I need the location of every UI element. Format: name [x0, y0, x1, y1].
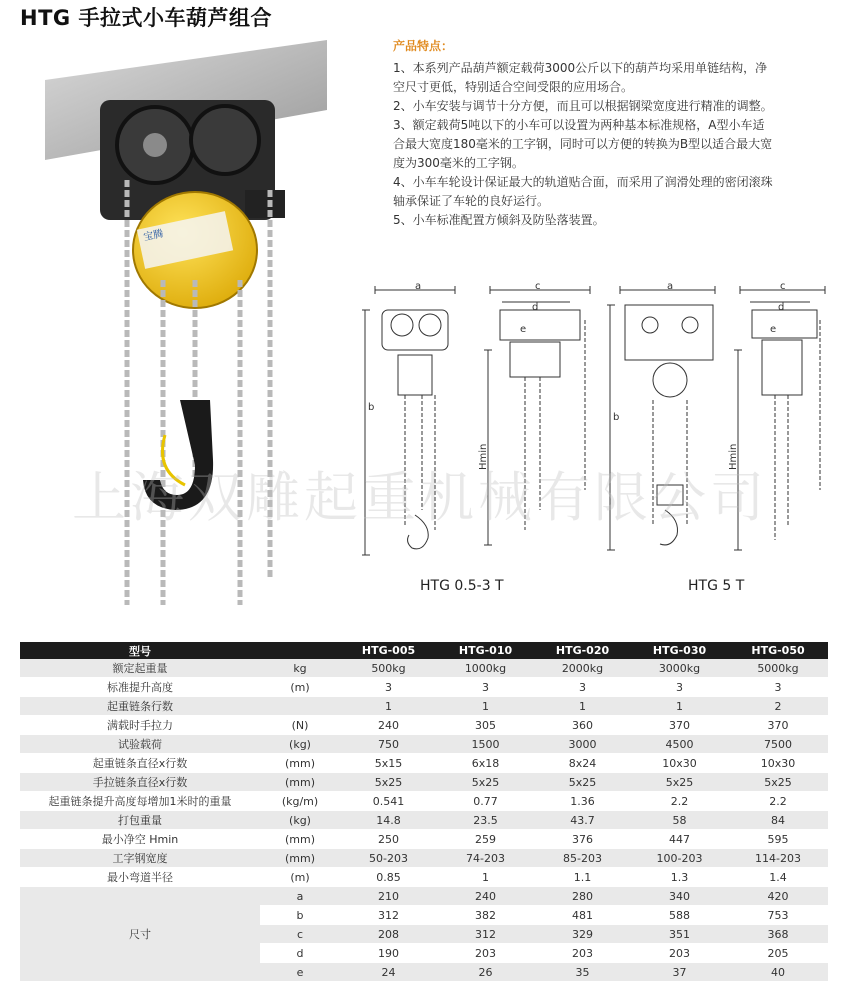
feature-line: 1、本系列产品葫芦额定载荷3000公斤以下的葫芦均采用单链结构，净: [393, 61, 768, 75]
table-cell: 8x24: [534, 754, 631, 773]
table-cell: 23.5: [437, 811, 534, 830]
table-cell: 1.3: [631, 868, 728, 887]
table-cell: 447: [631, 830, 728, 849]
dimension-label-e: e: [520, 324, 527, 335]
feature-line: 轴承保证了车轮的良好运行。: [393, 194, 550, 208]
row-unit: (kg/m): [260, 792, 340, 811]
table-cell: 3: [631, 678, 728, 697]
row-label: 标准提升高度: [20, 678, 260, 697]
table-cell: 208: [340, 925, 437, 944]
table-row: [20, 659, 828, 678]
table-cell: 5x15: [340, 754, 437, 773]
row-unit: b: [260, 906, 340, 925]
row-unit: (mm): [260, 754, 340, 773]
feature-line: 合最大宽度180毫米的工字钢，同时可以方便的转换为B型以适合最大宽: [393, 137, 773, 151]
table-cell: 6x18: [437, 754, 534, 773]
row-unit: (m): [260, 678, 340, 697]
table-cell: 588: [631, 906, 728, 925]
table-row: [20, 868, 828, 887]
table-cell: 5000kg: [728, 659, 828, 678]
table-cell: 753: [728, 906, 828, 925]
row-label: 满载时手拉力: [20, 716, 260, 735]
table-cell: 5x25: [534, 773, 631, 792]
row-unit: (m): [260, 868, 340, 887]
diagram-caption-left: HTG 0.5-3 T: [420, 578, 504, 594]
table-cell: 5x25: [728, 773, 828, 792]
row-unit: d: [260, 944, 340, 963]
table-cell: 203: [534, 944, 631, 963]
dimension-label-e: e: [770, 324, 777, 335]
row-unit: (kg): [260, 811, 340, 830]
table-cell: 240: [437, 887, 534, 906]
table-cell: 420: [728, 887, 828, 906]
table-cell: 5x25: [437, 773, 534, 792]
table-cell: 1500: [437, 735, 534, 754]
load-hook: [143, 400, 213, 510]
table-cell: 85-203: [534, 849, 631, 868]
table-row: [20, 754, 828, 773]
table-cell: 259: [437, 830, 534, 849]
table-cell: 351: [631, 925, 728, 944]
table-row: [20, 887, 828, 906]
table-cell: 3: [728, 678, 828, 697]
table-cell: 1: [534, 697, 631, 716]
table-cell: 210: [340, 887, 437, 906]
feature-line: 2、小车安装与调节十分方便，而且可以根据钢梁宽度进行精准的调整。: [393, 99, 773, 113]
row-label: 起重链条行数: [20, 697, 260, 716]
table-cell: 50-203: [340, 849, 437, 868]
table-cell: 2.2: [631, 792, 728, 811]
row-unit: [260, 697, 340, 716]
table-cell: 114-203: [728, 849, 828, 868]
dimension-group-label: 尺寸: [20, 887, 260, 982]
row-unit: (mm): [260, 773, 340, 792]
table-cell: 203: [437, 944, 534, 963]
table-cell: 305: [437, 716, 534, 735]
table-row: [20, 792, 828, 811]
table-cell: 40: [728, 963, 828, 982]
table-cell: 37: [631, 963, 728, 982]
table-cell: 3000kg: [631, 659, 728, 678]
feature-line: 度为300毫米的工字钢。: [393, 156, 524, 170]
table-cell: 74-203: [437, 849, 534, 868]
table-cell: 368: [728, 925, 828, 944]
table-cell: 10x30: [631, 754, 728, 773]
table-cell: 3000: [534, 735, 631, 754]
row-unit: (kg): [260, 735, 340, 754]
table-cell: 240: [340, 716, 437, 735]
table-cell: 43.7: [534, 811, 631, 830]
feature-line: 空尺寸更低，特别适合空间受限的应用场合。: [393, 80, 634, 94]
table-cell: 312: [437, 925, 534, 944]
column-header-model: 型号: [20, 642, 260, 659]
table-cell: 382: [437, 906, 534, 925]
row-label: 工字钢宽度: [20, 849, 260, 868]
page-title: HTG 手拉式小车葫芦组合: [20, 6, 272, 30]
table-header-row: [20, 642, 828, 659]
table-cell: 203: [631, 944, 728, 963]
table-cell: 7500: [728, 735, 828, 754]
row-label: 起重链条直径x行数: [20, 754, 260, 773]
table-cell: 340: [631, 887, 728, 906]
brand-label: 宝腾: [142, 228, 165, 244]
table-row: [20, 830, 828, 849]
table-cell: 481: [534, 906, 631, 925]
dimension-label-b: b: [613, 412, 620, 423]
table-cell: 10x30: [728, 754, 828, 773]
table-row: [20, 849, 828, 868]
table-cell: 1: [437, 868, 534, 887]
dimension-label-c: c: [780, 281, 786, 292]
table-cell: 250: [340, 830, 437, 849]
dimension-label-hmin: Hmin: [478, 443, 489, 470]
features-heading: 产品特点：: [393, 39, 454, 53]
row-label: 起重链条提升高度每增加1米时的重量: [20, 792, 260, 811]
row-unit: a: [260, 887, 340, 906]
diagram-htg-0.5-3t-front: [360, 280, 470, 560]
table-cell: 370: [631, 716, 728, 735]
feature-line: 3、额定载荷5吨以下的小车可以设置为两种基本标准规格，A型小车适: [393, 118, 765, 132]
diagram-caption-right: HTG 5 T: [688, 578, 745, 594]
dimension-label-c: c: [535, 281, 541, 292]
row-label: 打包重量: [20, 811, 260, 830]
feature-line: 4、小车车轮设计保证最大的轨道贴合面，而采用了润滑处理的密闭滚珠: [393, 175, 773, 189]
row-unit: (mm): [260, 830, 340, 849]
table-cell: 35: [534, 963, 631, 982]
dimension-label-a: a: [415, 281, 422, 292]
table-row: [20, 678, 828, 697]
diagram-htg-5t-side: [730, 280, 830, 560]
trolley-wheel-right: [191, 106, 259, 174]
column-header: HTG-005: [340, 642, 437, 659]
table-cell: 3: [340, 678, 437, 697]
dimension-label-d: d: [532, 302, 539, 313]
table-cell: 84: [728, 811, 828, 830]
table-cell: 0.541: [340, 792, 437, 811]
dimension-label-a: a: [667, 281, 674, 292]
row-label: 额定起重量: [20, 659, 260, 678]
table-cell: 1000kg: [437, 659, 534, 678]
table-row: [20, 773, 828, 792]
diagram-htg-0.5-3t-side: [480, 280, 600, 560]
table-row: [20, 811, 828, 830]
column-header: HTG-050: [728, 642, 828, 659]
table-cell: 26: [437, 963, 534, 982]
table-cell: 312: [340, 906, 437, 925]
table-cell: 3: [437, 678, 534, 697]
diagram-htg-5t-front: [605, 280, 730, 560]
table-cell: 5x25: [340, 773, 437, 792]
table-row: [20, 716, 828, 735]
table-cell: 0.77: [437, 792, 534, 811]
table-cell: 4500: [631, 735, 728, 754]
table-cell: 58: [631, 811, 728, 830]
row-unit: (mm): [260, 849, 340, 868]
table-cell: 1.36: [534, 792, 631, 811]
table-cell: 2000kg: [534, 659, 631, 678]
column-header: HTG-010: [437, 642, 534, 659]
product-photo: [45, 40, 327, 610]
table-cell: 1.1: [534, 868, 631, 887]
table-cell: 595: [728, 830, 828, 849]
dimension-label-b: b: [368, 402, 375, 413]
table-cell: 360: [534, 716, 631, 735]
row-unit: e: [260, 963, 340, 982]
table-cell: 5x25: [631, 773, 728, 792]
dimension-label-hmin: Hmin: [728, 443, 739, 470]
table-cell: 24: [340, 963, 437, 982]
spec-table: [20, 642, 828, 982]
table-cell: 376: [534, 830, 631, 849]
table-cell: 2.2: [728, 792, 828, 811]
table-cell: 100-203: [631, 849, 728, 868]
feature-list: [393, 37, 833, 230]
table-cell: 1: [631, 697, 728, 716]
table-row: [20, 735, 828, 754]
row-unit: (N): [260, 716, 340, 735]
feature-line: 5、小车标准配置方倾斜及防坠落装置。: [393, 213, 605, 227]
column-header-unit: [260, 642, 340, 659]
row-label: 试验载荷: [20, 735, 260, 754]
column-header: HTG-030: [631, 642, 728, 659]
row-unit: c: [260, 925, 340, 944]
dimension-label-d: d: [778, 302, 785, 313]
table-cell: 2: [728, 697, 828, 716]
column-header: HTG-020: [534, 642, 631, 659]
table-cell: 1: [437, 697, 534, 716]
watermark: 上海双雕起重机械有限公司: [72, 466, 768, 529]
row-label: 手拉链条直径x行数: [20, 773, 260, 792]
table-cell: 500kg: [340, 659, 437, 678]
table-cell: 190: [340, 944, 437, 963]
table-cell: 280: [534, 887, 631, 906]
row-label: 最小弯道半径: [20, 868, 260, 887]
row-label: 最小净空 Hmin: [20, 830, 260, 849]
table-row: [20, 697, 828, 716]
table-cell: 750: [340, 735, 437, 754]
table-cell: 14.8: [340, 811, 437, 830]
table-cell: 1.4: [728, 868, 828, 887]
table-cell: 1: [340, 697, 437, 716]
table-cell: 3: [534, 678, 631, 697]
table-cell: 370: [728, 716, 828, 735]
table-cell: 329: [534, 925, 631, 944]
table-cell: 205: [728, 944, 828, 963]
table-cell: 0.85: [340, 868, 437, 887]
row-unit: kg: [260, 659, 340, 678]
